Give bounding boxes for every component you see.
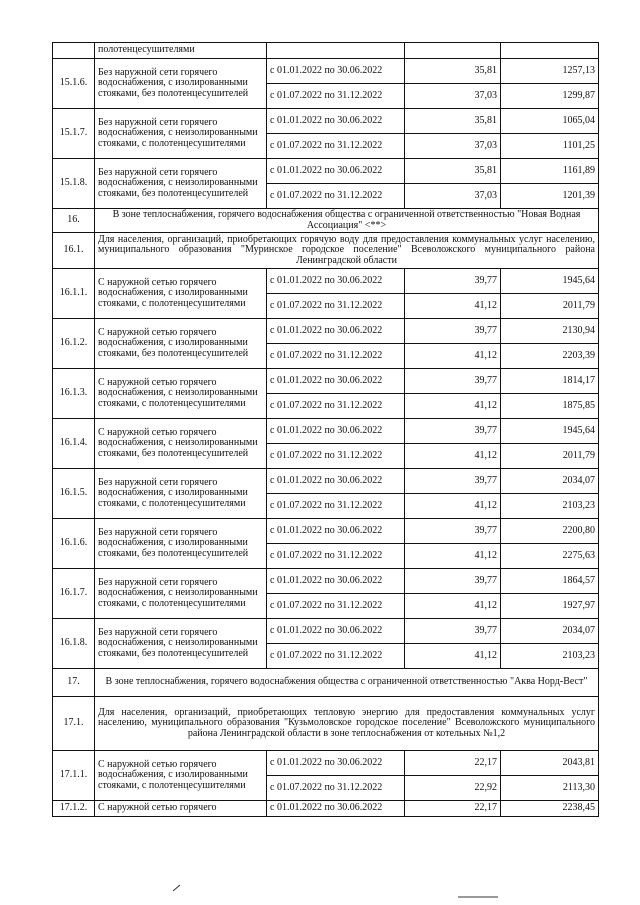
tariff-cell: 2275,63: [501, 544, 599, 569]
rate-cell: 41,12: [405, 344, 501, 369]
tariff-cell: 1065,04: [501, 109, 599, 134]
period-cell: с 01.07.2022 по 31.12.2022: [267, 776, 405, 801]
period-cell: с 01.07.2022 по 31.12.2022: [267, 444, 405, 469]
tariff-cell: 2200,80: [501, 519, 599, 544]
tariff-cell: 2238,45: [501, 801, 599, 817]
period-cell: [267, 43, 405, 59]
tariff-cell: 2043,81: [501, 751, 599, 776]
tariff-cell: 2113,30: [501, 776, 599, 801]
period-cell: с 01.01.2022 по 30.06.2022: [267, 59, 405, 84]
period-cell: с 01.07.2022 по 31.12.2022: [267, 344, 405, 369]
row-description: Без наружной сети горячего водоснабжения, с изолированными стояками, с полотенцесушителями: [95, 469, 267, 519]
period-cell: с 01.01.2022 по 30.06.2022: [267, 569, 405, 594]
tariff-table: [52, 42, 599, 817]
tariff-cell: 2034,07: [501, 469, 599, 494]
period-cell: с 01.07.2022 по 31.12.2022: [267, 134, 405, 159]
tariff-cell: 1161,89: [501, 159, 599, 184]
row-number: 16.1.1.: [53, 269, 95, 319]
rate-cell: 39,77: [405, 419, 501, 444]
section-title: В зоне теплоснабжения, горячего водоснабжения общества с ограниченной ответственностью "Новая Водная Ассоциация" <**>: [95, 209, 599, 233]
tariff-cell: 1927,97: [501, 594, 599, 619]
row-number: 15.1.6.: [53, 59, 95, 109]
period-cell: с 01.01.2022 по 30.06.2022: [267, 469, 405, 494]
section-number: 17.1.: [53, 697, 95, 751]
table-row: [53, 43, 599, 59]
tariff-cell: 1875,85: [501, 394, 599, 419]
rate-cell: 39,77: [405, 619, 501, 644]
table-row: [53, 419, 599, 444]
rate-cell: 35,81: [405, 109, 501, 134]
period-cell: с 01.01.2022 по 30.06.2022: [267, 319, 405, 344]
rate-cell: 41,12: [405, 544, 501, 569]
row-number: 17.1.2.: [53, 801, 95, 817]
section-title: Для населения, организаций, приобретающих тепловую энергию для предоставления коммунальных услуг населению, муниципального образования "Кузьмоловское городское поселение" Всеволожского муниципального района Ленинградской области в зоне теплоснабжения от котельных №1,2: [95, 697, 599, 751]
value-cell: [501, 43, 599, 59]
row-description: Без наружной сети горячего водоснабжения, с неизолированными стояками, без полотенцесушителей: [95, 619, 267, 669]
section-row: [53, 209, 599, 233]
tariff-cell: 1101,25: [501, 134, 599, 159]
row-number: 16.1.3.: [53, 369, 95, 419]
tariff-cell: 1201,39: [501, 184, 599, 209]
period-cell: с 01.07.2022 по 31.12.2022: [267, 594, 405, 619]
tariff-cell: 2034,07: [501, 619, 599, 644]
rate-cell: 39,77: [405, 319, 501, 344]
table-row: [53, 519, 599, 544]
table-row: [53, 469, 599, 494]
row-description: Без наружной сети горячего водоснабжения, с изолированными стояками, без полотенцесушителей: [95, 519, 267, 569]
period-cell: с 01.01.2022 по 30.06.2022: [267, 619, 405, 644]
section-row: [53, 233, 599, 269]
tariff-cell: 1945,64: [501, 269, 599, 294]
row-description: С наружной сетью горячего водоснабжения, с изолированными стояками, с полотенцесушителями: [95, 751, 267, 801]
row-description: Без наружной сети горячего водоснабжения, с неизолированными стояками, с полотенцесушителями: [95, 109, 267, 159]
period-cell: с 01.07.2022 по 31.12.2022: [267, 544, 405, 569]
section-row: [53, 669, 599, 697]
rate-cell: 37,03: [405, 134, 501, 159]
rate-cell: 37,03: [405, 84, 501, 109]
row-description: С наружной сетью горячего водоснабжения, с неизолированными стояками, без полотенцесушителей: [95, 419, 267, 469]
row-number: 15.1.8.: [53, 159, 95, 209]
footer-mark: [458, 896, 498, 898]
tariff-cell: 2130,94: [501, 319, 599, 344]
row-number: 15.1.7.: [53, 109, 95, 159]
table-row: [53, 369, 599, 394]
period-cell: с 01.01.2022 по 30.06.2022: [267, 369, 405, 394]
tariff-cell: 1257,13: [501, 59, 599, 84]
row-description: С наружной сетью горячего водоснабжения, с неизолированными стояками, с полотенцесушителями: [95, 369, 267, 419]
section-number: 16.: [53, 209, 95, 233]
row-number: 16.1.2.: [53, 319, 95, 369]
row-description: Без наружной сети горячего водоснабжения, с изолированными стояками, без полотенцесушителей: [95, 59, 267, 109]
tariff-cell: 2203,39: [501, 344, 599, 369]
row-description: Без наружной сети горячего водоснабжения, с неизолированными стояками, с полотенцесушителями: [95, 569, 267, 619]
rate-cell: 37,03: [405, 184, 501, 209]
table-row: [53, 269, 599, 294]
rate-cell: 22,92: [405, 776, 501, 801]
row-number: 17.1.1.: [53, 751, 95, 801]
rate-cell: 41,12: [405, 594, 501, 619]
row-description: С наружной сетью горячего водоснабжения, с изолированными стояками, с полотенцесушителями: [95, 269, 267, 319]
rate-cell: 22,17: [405, 801, 501, 817]
period-cell: с 01.07.2022 по 31.12.2022: [267, 84, 405, 109]
value-cell: [405, 43, 501, 59]
rate-cell: 39,77: [405, 519, 501, 544]
rate-cell: 35,81: [405, 159, 501, 184]
tariff-cell: 1299,87: [501, 84, 599, 109]
table-row: [53, 801, 599, 817]
tariff-cell: 1814,17: [501, 369, 599, 394]
table-row: [53, 159, 599, 184]
period-cell: с 01.01.2022 по 30.06.2022: [267, 159, 405, 184]
period-cell: с 01.01.2022 по 30.06.2022: [267, 419, 405, 444]
rate-cell: 39,77: [405, 369, 501, 394]
row-number: 16.1.8.: [53, 619, 95, 669]
rate-cell: 41,12: [405, 644, 501, 669]
period-cell: с 01.01.2022 по 30.06.2022: [267, 109, 405, 134]
row-description: Без наружной сети горячего водоснабжения, с неизолированными стояками, без полотенцесушителей: [95, 159, 267, 209]
period-cell: с 01.01.2022 по 30.06.2022: [267, 751, 405, 776]
tariff-cell: 1864,57: [501, 569, 599, 594]
section-title: Для населения, организаций, приобретающих горячую воду для предоставления коммунальных услуг населению, муниципального образования "Муринское городское поселение" Всеволожского муниципального района Ленинградской области: [95, 233, 599, 269]
table-row: [53, 751, 599, 776]
rate-cell: 22,17: [405, 751, 501, 776]
rate-cell: 39,77: [405, 469, 501, 494]
rate-cell: 35,81: [405, 59, 501, 84]
row-number: 16.1.6.: [53, 519, 95, 569]
pen-mark-icon: [172, 884, 182, 892]
period-cell: с 01.07.2022 по 31.12.2022: [267, 184, 405, 209]
section-row: [53, 697, 599, 751]
row-number: 16.1.5.: [53, 469, 95, 519]
period-cell: с 01.07.2022 по 31.12.2022: [267, 294, 405, 319]
rate-cell: 41,12: [405, 494, 501, 519]
period-cell: с 01.07.2022 по 31.12.2022: [267, 644, 405, 669]
period-cell: с 01.01.2022 по 30.06.2022: [267, 269, 405, 294]
row-number: 16.1.4.: [53, 419, 95, 469]
tariff-cell: 2011,79: [501, 444, 599, 469]
row-description: С наружной сетью горячего: [95, 801, 267, 817]
tariff-cell: 2103,23: [501, 494, 599, 519]
table-row: [53, 319, 599, 344]
tariff-cell: 2011,79: [501, 294, 599, 319]
rate-cell: 39,77: [405, 269, 501, 294]
period-cell: с 01.01.2022 по 30.06.2022: [267, 801, 405, 817]
period-cell: с 01.01.2022 по 30.06.2022: [267, 519, 405, 544]
rate-cell: 41,12: [405, 294, 501, 319]
table-row: [53, 109, 599, 134]
tariff-cell: 2103,23: [501, 644, 599, 669]
section-number: 16.1.: [53, 233, 95, 269]
row-number: 16.1.7.: [53, 569, 95, 619]
rate-cell: 41,12: [405, 394, 501, 419]
row-description: С наружной сетью горячего водоснабжения, с изолированными стояками, без полотенцесушителей: [95, 319, 267, 369]
period-cell: с 01.07.2022 по 31.12.2022: [267, 494, 405, 519]
table-row: [53, 619, 599, 644]
tariff-cell: 1945,64: [501, 419, 599, 444]
rate-cell: 39,77: [405, 569, 501, 594]
table-row: [53, 59, 599, 84]
row-description: полотенцесушителями: [95, 43, 267, 59]
table-row: [53, 569, 599, 594]
section-title: В зоне теплоснабжения, горячего водоснабжения общества с ограниченной ответственностью "Аква Норд-Вест": [95, 669, 599, 697]
section-number: 17.: [53, 669, 95, 697]
period-cell: с 01.07.2022 по 31.12.2022: [267, 394, 405, 419]
rate-cell: 41,12: [405, 444, 501, 469]
row-number: [53, 43, 95, 59]
